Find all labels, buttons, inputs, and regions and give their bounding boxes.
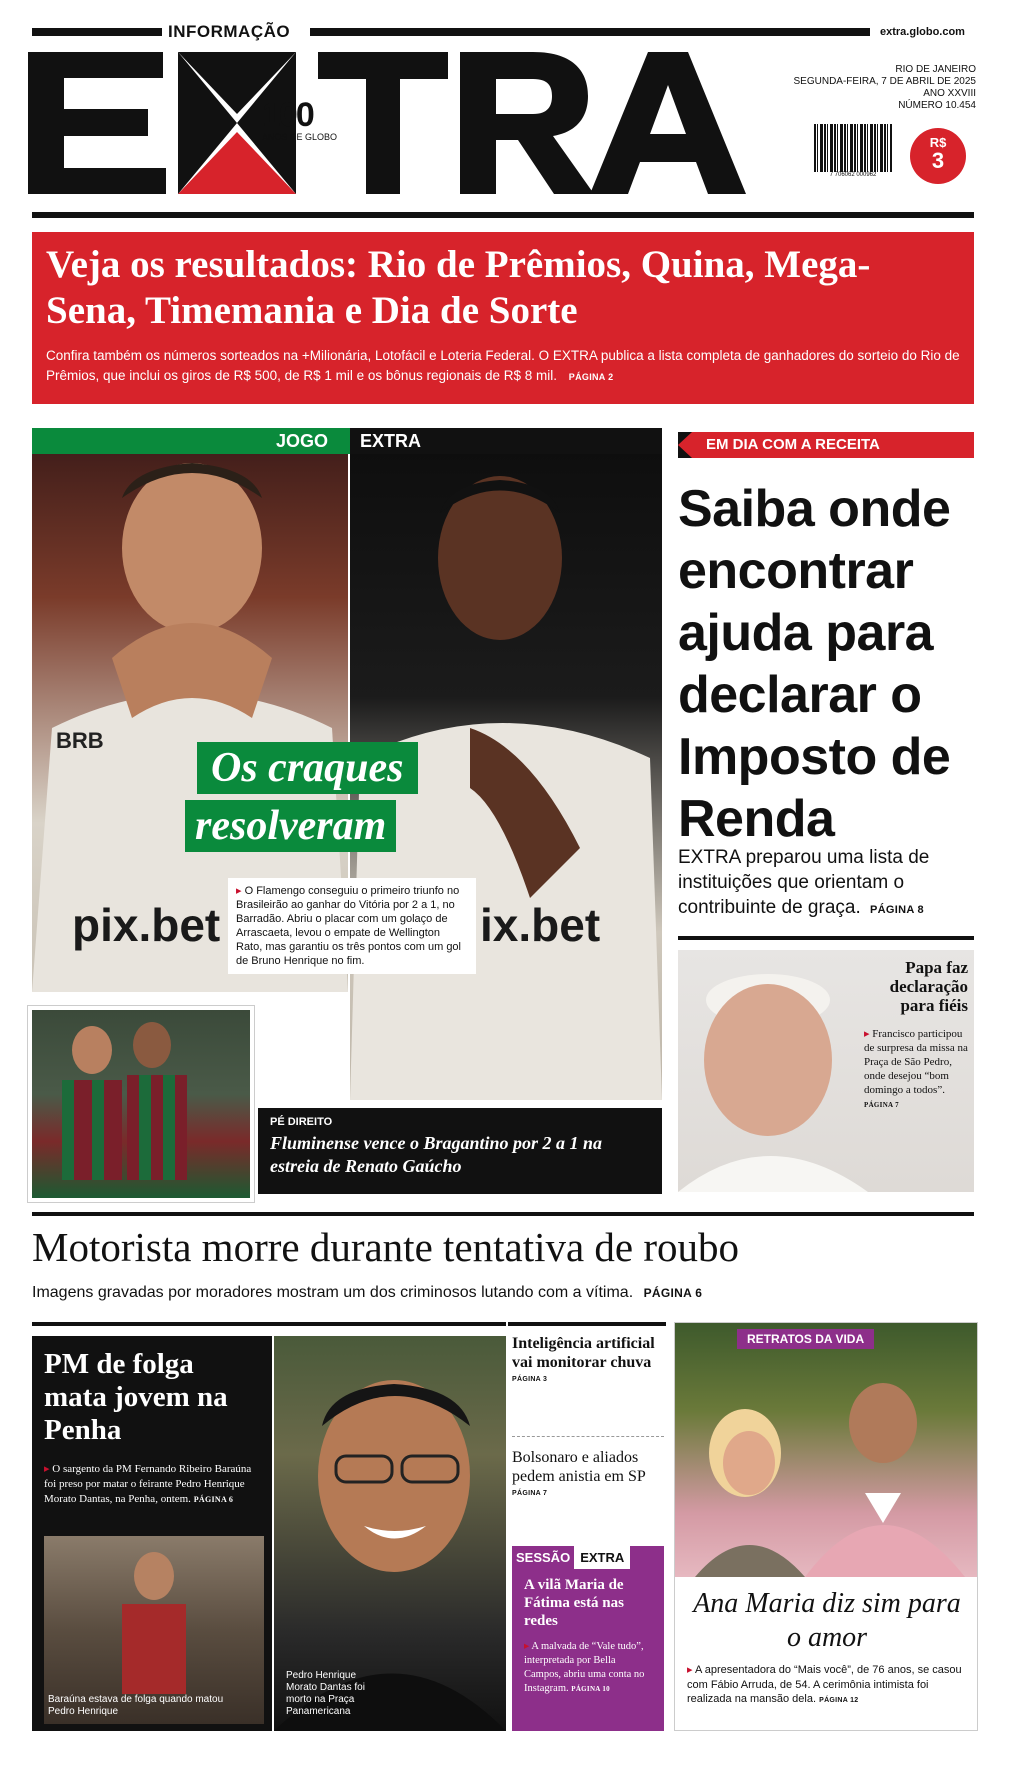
brief-bolsonaro-text: Bolsonaro e aliados pedem anistia em SP bbox=[512, 1449, 646, 1485]
anniversary-seal bbox=[262, 98, 372, 154]
barcode bbox=[814, 124, 892, 184]
pm-body bbox=[44, 1462, 262, 1507]
sessao-page: PÁGINA 10 bbox=[571, 1685, 610, 1693]
driver-top-rule bbox=[32, 1212, 974, 1216]
driver-body bbox=[32, 1282, 974, 1304]
lottery-banner[interactable] bbox=[32, 232, 974, 404]
sessao-tag-left: SESSÃO bbox=[516, 1550, 571, 1565]
brief-ai[interactable] bbox=[512, 1334, 664, 1383]
lottery-body bbox=[46, 346, 960, 387]
driver-page: PÁGINA 6 bbox=[643, 1286, 703, 1300]
pm-caption-right: Pedro Henrique Morato Dantas foi morto na Praça Panamericana bbox=[286, 1670, 365, 1717]
sports-headline-box[interactable] bbox=[195, 742, 515, 852]
retratos-page: PÁGINA 12 bbox=[819, 1697, 859, 1704]
sessao-headline: A vilã Maria de Fátima está nas redes bbox=[524, 1577, 624, 1629]
sessao-tag-right: EXTRA bbox=[574, 1546, 630, 1569]
pope-text-block bbox=[864, 958, 968, 1112]
retratos-kicker: RETRATOS DA VIDA bbox=[737, 1329, 874, 1349]
pope-page: PÁGINA 7 bbox=[864, 1101, 899, 1109]
lottery-headline: Veja os resultados: Rio de Prêmios, Quina, Mega-Sena, Timemania e Dia de Sorte bbox=[46, 243, 871, 332]
tax-body bbox=[678, 845, 974, 923]
pope-body bbox=[864, 1027, 968, 1112]
pope-photo[interactable] bbox=[678, 950, 974, 1192]
edition-city: RIO DE JANEIRO bbox=[895, 64, 976, 75]
masthead-top-rule-right bbox=[310, 28, 870, 36]
tax-page: PÁGINA 8 bbox=[870, 904, 924, 916]
tax-kicker bbox=[678, 432, 974, 458]
sports-body-text: ▸ O Flamengo conseguiu o primeiro triunfo no Brasileirão ao ganhar do Vitória por 2 a 1, no Barradão. Abriu o placar com um golaço de Arrascaeta, levou o empate de Wellington Rato, mas garantiu os três pontos com um gol de Bruno Henrique no fim. bbox=[236, 885, 461, 967]
lottery-page: PÁGINA 2 bbox=[568, 372, 614, 382]
pm-headline: PM de folga mata jovem na Penha bbox=[44, 1348, 228, 1446]
sports-headline-line2: resolveram bbox=[185, 800, 396, 852]
pope-body-text: ▸ Francisco participou de surpresa da missa na Praça de São Pedro, onde desejou “bom domingo a todos”. bbox=[864, 1028, 968, 1096]
extra-logo-graphic bbox=[28, 52, 788, 194]
fluminense-story[interactable] bbox=[258, 1108, 662, 1194]
pm-caption-left: Baraúna estava de folga quando matou Pedro Henrique bbox=[48, 1694, 224, 1717]
fluminense-headline: Fluminense vence o Bragantino por 2 a 1 na estreia de Renato Gaúcho bbox=[270, 1133, 603, 1176]
victim-photo[interactable] bbox=[274, 1336, 506, 1731]
sports-headline-line1: Os craques bbox=[197, 742, 418, 794]
brief-ai-page: PÁGINA 3 bbox=[512, 1376, 548, 1383]
brief-bolsonaro[interactable] bbox=[512, 1448, 664, 1497]
retratos-headline: Ana Maria diz sim para o amor bbox=[693, 1588, 961, 1653]
brief-bolsonaro-page: PÁGINA 7 bbox=[512, 1490, 548, 1497]
barcode-digits: 7 706062 000962 bbox=[829, 172, 877, 178]
anniversary-text: ANOS DE GLOBO bbox=[262, 132, 338, 142]
lottery-body-text: Confira também os números sorteados na +Milionária, Lotofácil e Loteria Federal. O EXTRA publica a lista completa de ganhadores do sorteio do Rio de Prêmios, que inclui os giros de R$ 500, de R$ 1 mil e os bônus regionais de R$ 8 mil. bbox=[46, 348, 960, 383]
driver-body-text: Imagens gravadas por moradores mostram um dos criminosos lutando com a vítima. bbox=[32, 1284, 634, 1301]
shirt-sponsor-brb: BRB bbox=[56, 728, 104, 753]
pm-top-rule bbox=[32, 1322, 506, 1326]
sessao-tag bbox=[512, 1546, 664, 1570]
pm-body-text: ▸ O sargento da PM Fernando Ribeiro Baraúna foi preso por matar o feirante Pedro Henrique Morato Dantas, na Penha, ontem. bbox=[44, 1463, 251, 1505]
edition-info bbox=[780, 64, 976, 112]
sports-tag-extra: EXTRA bbox=[360, 431, 422, 451]
sessao-body bbox=[512, 1630, 664, 1696]
fluminense-players bbox=[32, 1010, 250, 1198]
sessao-story[interactable] bbox=[512, 1546, 664, 1731]
site-url[interactable]: extra.globo.com bbox=[880, 26, 965, 38]
briefs-dashed-rule bbox=[512, 1436, 664, 1437]
barcode-bars bbox=[814, 124, 892, 172]
tax-kicker-arrow bbox=[678, 432, 692, 458]
fluminense-photo[interactable] bbox=[28, 1006, 254, 1202]
retratos-body-text: ▸ A apresentadora do “Mais você”, de 76 anos, se casou com Fábio Arruda, de 54. A cerimônia intimista foi realizada na mansão dela. bbox=[687, 1664, 962, 1705]
couple-figures bbox=[675, 1323, 977, 1577]
retratos-photo bbox=[675, 1323, 977, 1577]
tax-body-text: EXTRA preparou uma lista de instituições que orientam o contribuinte de graça. bbox=[678, 847, 930, 918]
sports-tag bbox=[32, 428, 662, 454]
masthead-top-rule-left bbox=[32, 28, 162, 36]
masthead-bottom-rule bbox=[32, 212, 974, 218]
price-currency: R$ bbox=[929, 135, 947, 150]
pm-suspect-photo bbox=[44, 1536, 264, 1724]
price-value: 3 bbox=[931, 148, 945, 173]
pm-story[interactable] bbox=[32, 1336, 272, 1731]
tax-kicker-text: EM DIA COM A RECEITA bbox=[706, 436, 880, 453]
anniversary-number: 100 bbox=[262, 96, 313, 134]
sports-body bbox=[228, 878, 476, 974]
edition-date: SEGUNDA-FEIRA, 7 DE ABRIL DE 2025 bbox=[793, 76, 976, 87]
pope-headline: Papa faz declaração para fiéis bbox=[889, 958, 968, 1015]
sports-tag-jogo: JOGO bbox=[276, 431, 329, 451]
masthead-section-label: INFORMAÇÃO bbox=[168, 22, 291, 41]
tax-headline[interactable]: Saiba onde encontrar ajuda para declarar o Imposto de Renda bbox=[678, 480, 951, 848]
driver-headline[interactable]: Motorista morre durante tentativa de roubo bbox=[32, 1224, 740, 1270]
fluminense-kicker: PÉ DIREITO bbox=[270, 1116, 333, 1128]
pm-page: PÁGINA 6 bbox=[193, 1495, 234, 1504]
briefs-top-rule bbox=[508, 1322, 666, 1326]
retratos-story[interactable] bbox=[674, 1322, 978, 1731]
edition-year: ANO XXVIII bbox=[923, 88, 976, 99]
edition-number: NÚMERO 10.454 bbox=[898, 100, 976, 111]
brief-ai-text: Inteligência artificial vai monitorar chuva bbox=[512, 1335, 655, 1371]
price-badge bbox=[910, 128, 966, 184]
pope-top-rule bbox=[678, 936, 974, 940]
sessao-body-text: ▸ A malvada de “Vale tudo”, interpretada por Bella Campos, abriu uma conta no Instagram. bbox=[524, 1641, 644, 1694]
shirt-sponsor-pix-left: pix.bet bbox=[72, 899, 221, 951]
extra-logo[interactable] bbox=[28, 52, 788, 194]
shirt-sponsor-pix-right: ix.bet bbox=[480, 899, 601, 951]
retratos-body bbox=[687, 1663, 969, 1709]
